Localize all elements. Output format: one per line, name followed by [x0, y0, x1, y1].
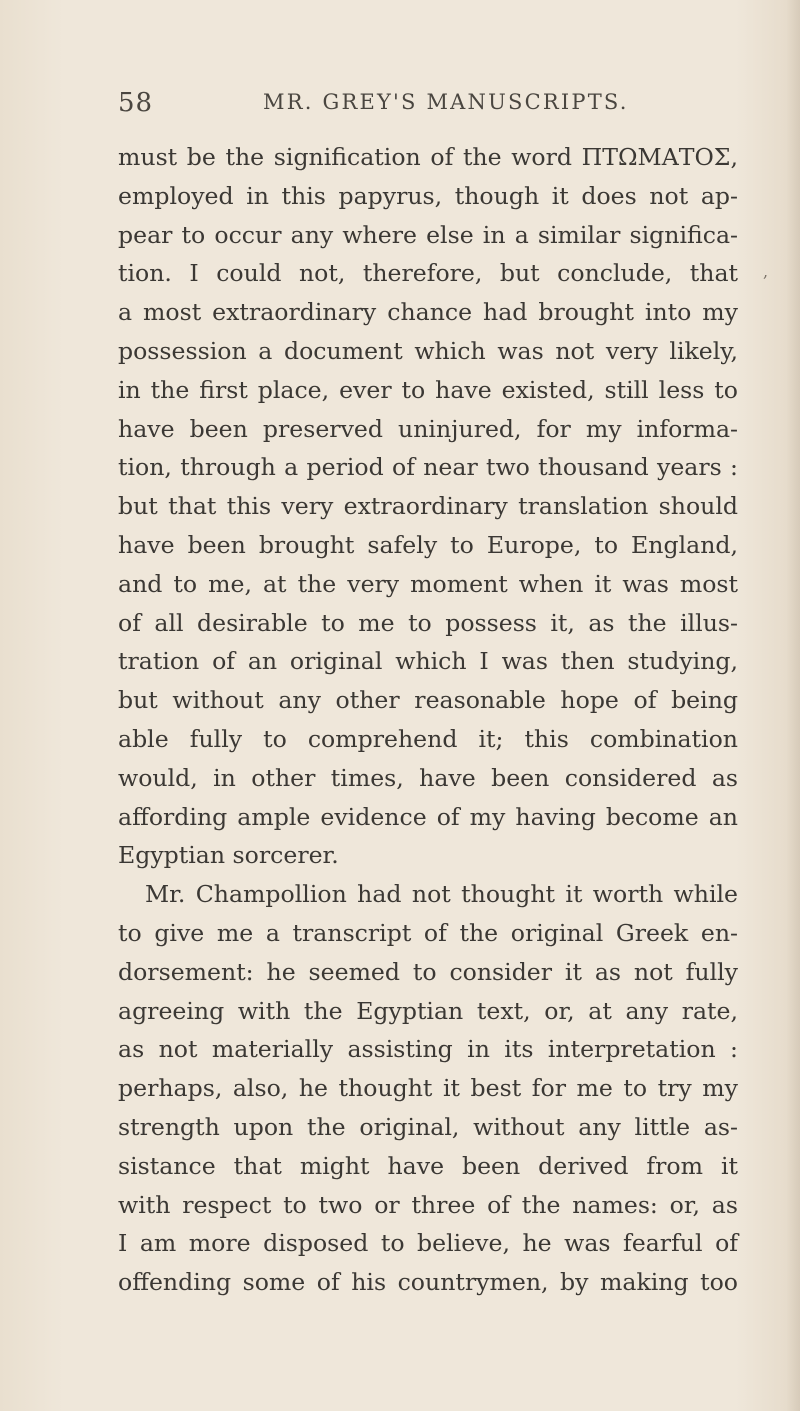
margin-mark: , [763, 262, 769, 281]
text-line: I am more disposed to believe, he was fearful of [118, 1229, 738, 1258]
text-line: must be the signification of the word ΠΤΩΜΑΤΟΣ, [118, 143, 738, 171]
text-line: affording ample evidence of my having become an [118, 802, 738, 831]
body-text [118, 138, 738, 1302]
text-line: would, in other times, have been considered as [118, 763, 738, 792]
text-line: a most extraordinary chance had brought into my [118, 298, 738, 327]
text-line: and to me, at the very moment when it was most [118, 569, 738, 598]
running-head [118, 88, 738, 118]
text-line: have been brought safely to Europe, to England, [118, 530, 738, 559]
text-line: employed in this papyrus, though it does not ap- [118, 181, 738, 210]
text-line: but without any other reasonable hope of being [118, 686, 738, 715]
running-title: MR. GREY'S MANUSCRIPTS. [263, 90, 629, 114]
text-line: tration of an original which I was then studying, [118, 647, 738, 676]
text-line: dorsement: he seemed to consider it as not fully [118, 957, 738, 986]
text-line: pear to occur any where else in a similar significa- [118, 220, 738, 249]
page-edge-shadow [786, 0, 800, 1411]
text-line: have been preserved uninjured, for my informa- [118, 414, 738, 443]
text-line: agreeing with the Egyptian text, or, at any rate, [118, 996, 738, 1025]
text-line: Mr. Champollion had not thought it worth while [145, 880, 738, 909]
text-line: with respect to two or three of the names: or, as [118, 1190, 738, 1219]
page-number: 58 [118, 88, 154, 118]
text-line: but that this very extraordinary translation should [118, 492, 738, 521]
text-line: strength upon the original, without any little as- [118, 1112, 738, 1141]
text-line: sistance that might have been derived from it [118, 1151, 738, 1180]
text-line: perhaps, also, he thought it best for me to try my [118, 1074, 738, 1103]
text-line: offending some of his countrymen, by making too [118, 1268, 738, 1297]
text-line: as not materially assisting in its interpretation : [118, 1035, 738, 1064]
text-line: to give me a transcript of the original Greek en- [118, 918, 738, 947]
text-line: Egyptian sorcerer. [118, 841, 339, 870]
text-line: tion, through a period of near two thousand years : [118, 453, 738, 482]
text-line: in the first place, ever to have existed, still less to [118, 375, 738, 404]
text-line: able fully to comprehend it; this combination [118, 724, 738, 753]
text-line: of all desirable to me to possess it, as the illus- [118, 608, 738, 637]
text-line: tion. I could not, therefore, but conclude, that [118, 259, 738, 288]
text-line: possession a document which was not very likely, [118, 336, 738, 365]
